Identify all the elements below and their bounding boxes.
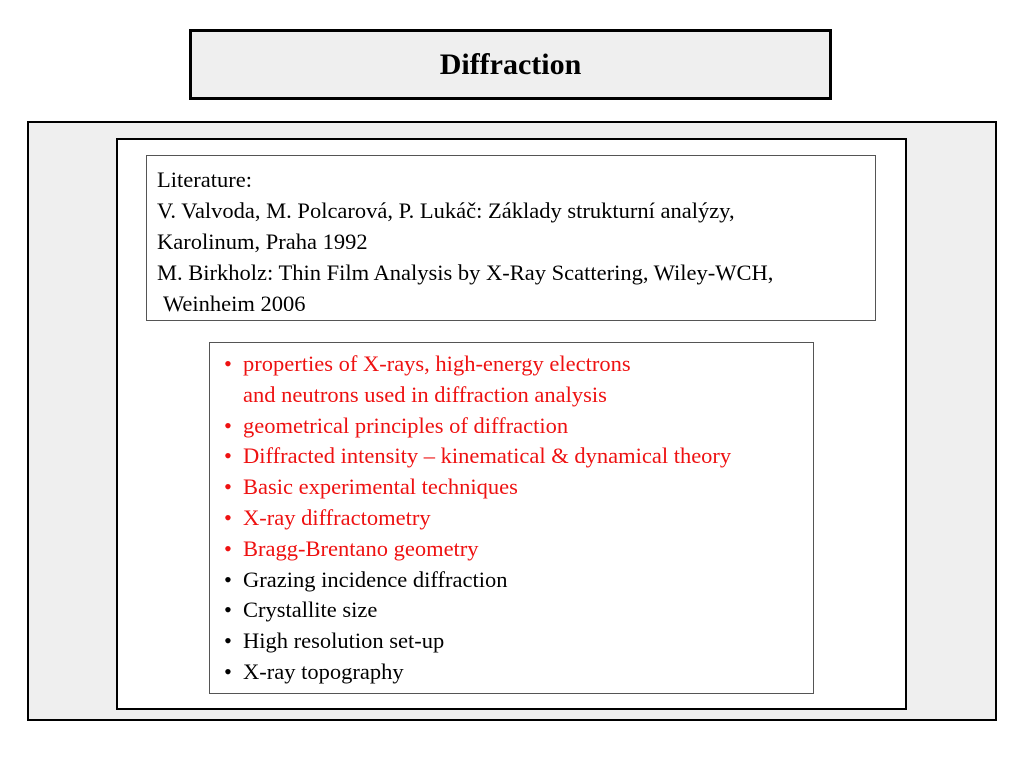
topic-text: Diffracted intensity – kinematical & dynamical theory	[243, 443, 732, 469]
list-item	[224, 595, 813, 626]
bullet: •	[224, 351, 232, 376]
topic-text: Bragg-Brentano geometry	[243, 535, 479, 561]
list-item	[224, 565, 813, 596]
literature-ref-2-line-2: Weinheim 2006	[163, 291, 306, 316]
topic-text: Basic experimental techniques	[243, 474, 518, 500]
bullet: •	[224, 597, 232, 623]
list-item	[224, 349, 813, 380]
title-box	[189, 29, 832, 100]
literature-ref-1-line-1: V. Valvoda, M. Polcarová, P. Lukáč: Základy strukturní analýzy,	[157, 198, 735, 223]
bullet: •	[224, 504, 232, 530]
list-item	[224, 503, 813, 534]
topic-text: X-ray diffractometry	[243, 504, 431, 530]
list-item	[224, 441, 813, 472]
literature-ref-2-line-1: M. Birkholz: Thin Film Analysis by X-Ray Scattering, Wiley-WCH,	[157, 260, 774, 285]
literature-heading: Literature:	[157, 167, 252, 192]
topic-text: High resolution set-up	[243, 628, 445, 654]
list-item	[224, 472, 813, 503]
topic-text: Grazing incidence diffraction	[243, 566, 508, 592]
bullet: •	[224, 628, 232, 654]
bullet: •	[224, 566, 232, 592]
literature-ref-1-line-2: Karolinum, Praha 1992	[157, 229, 368, 254]
literature-box	[146, 155, 876, 321]
bullet: •	[224, 658, 232, 684]
list-item	[224, 411, 813, 442]
topic-text: properties of X-rays, high-energy electrons	[243, 351, 631, 376]
topic-text: Crystallite size	[243, 597, 378, 623]
list-item	[224, 534, 813, 565]
bullet: •	[224, 412, 232, 438]
topic-text: and neutrons used in diffraction analysis	[243, 381, 607, 407]
bullet: •	[224, 535, 232, 561]
list-item	[224, 657, 813, 688]
bullet: •	[224, 474, 232, 500]
bullet: •	[224, 443, 232, 469]
topic-text: geometrical principles of diffraction	[243, 412, 569, 438]
topic-text: X-ray topography	[243, 658, 404, 684]
list-item-continuation	[224, 380, 813, 411]
topics-list	[209, 342, 814, 694]
slide-title: Diffraction	[439, 47, 582, 81]
list-item	[224, 626, 813, 657]
